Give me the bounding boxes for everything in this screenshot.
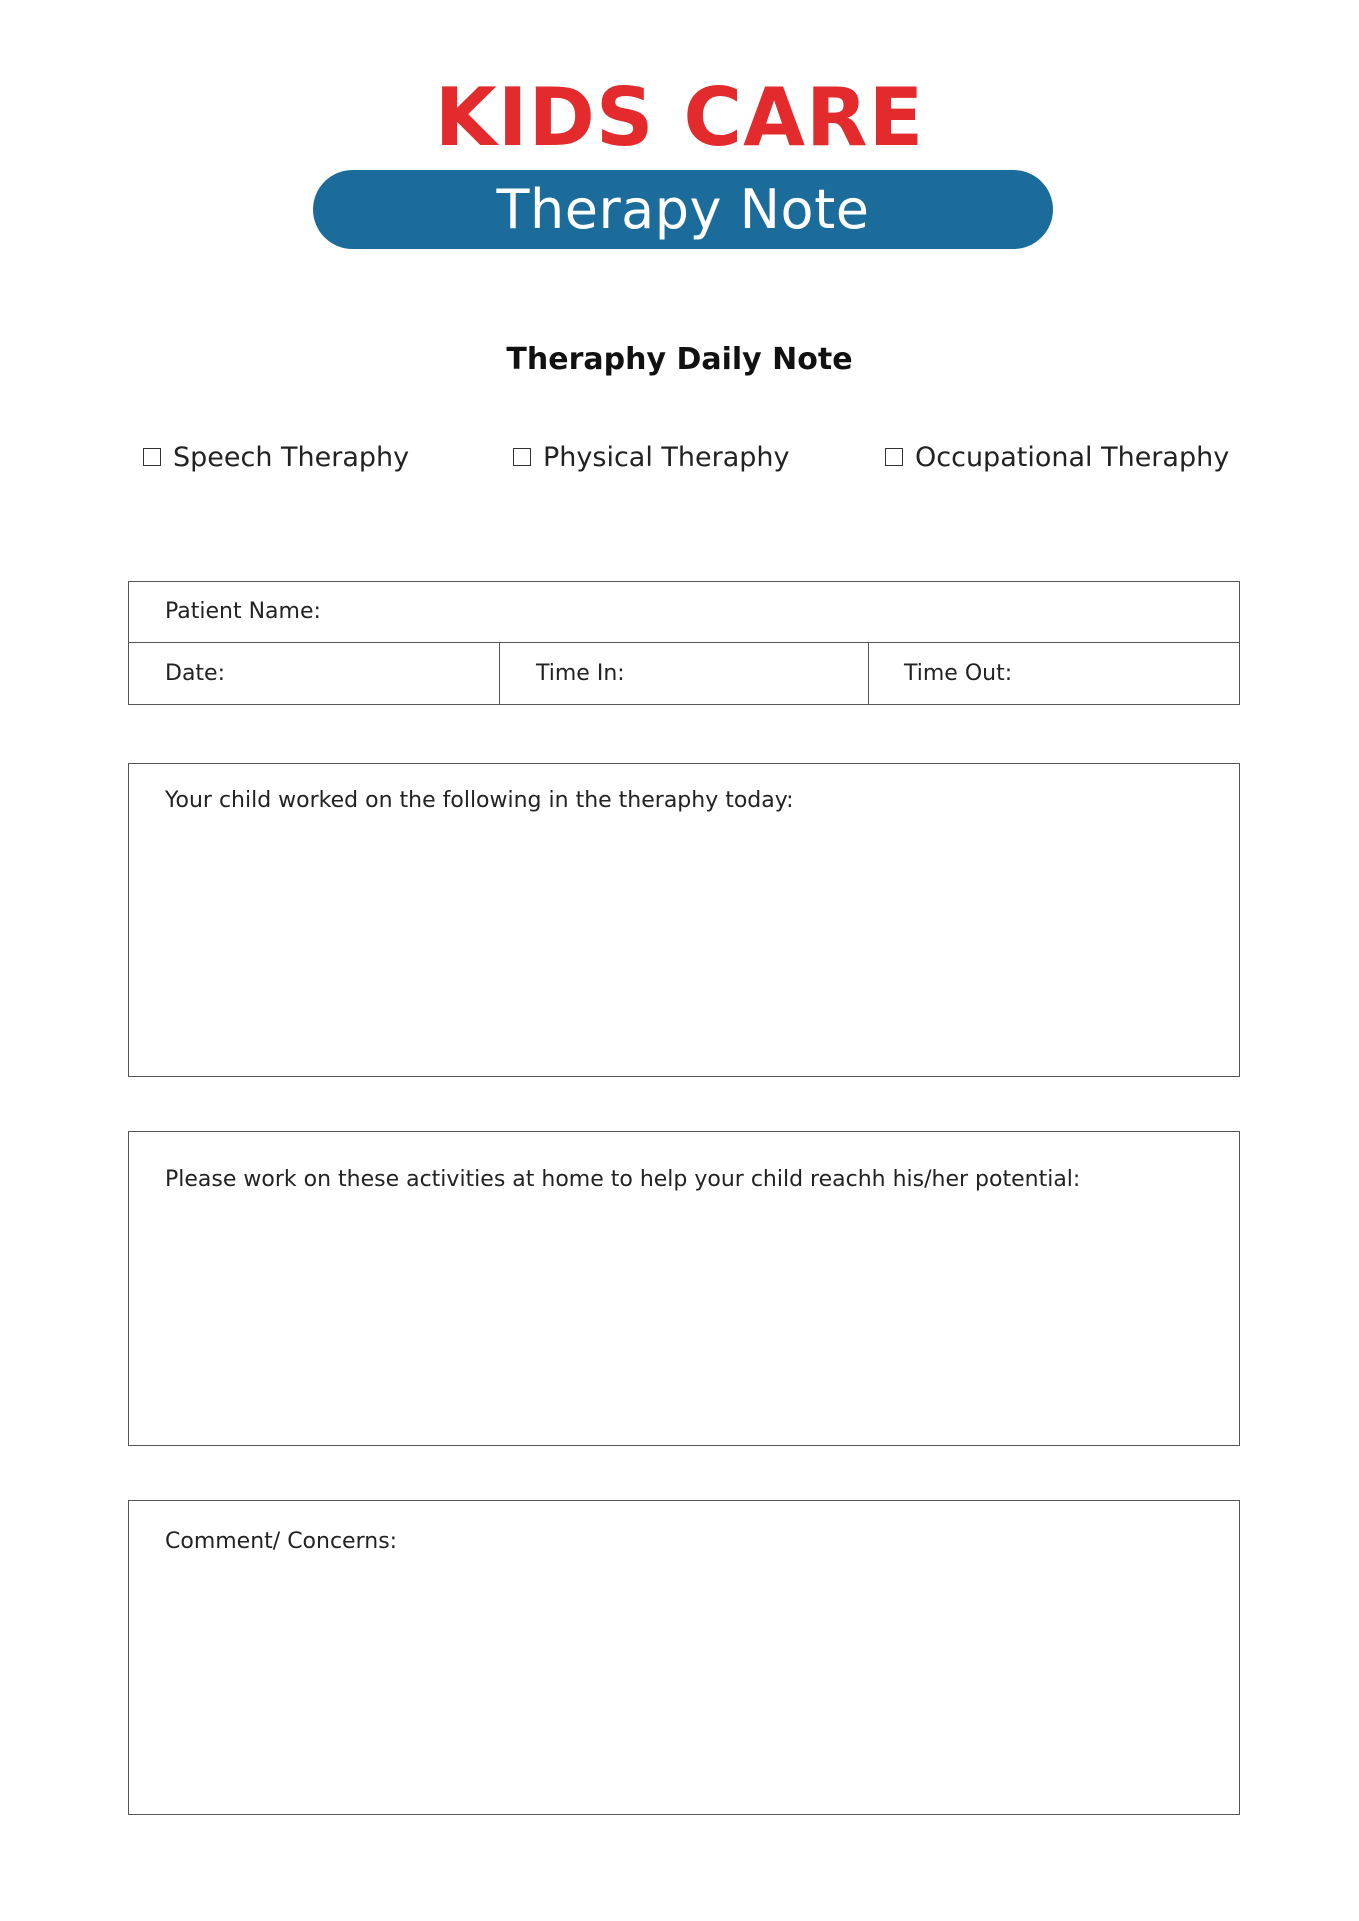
worked-on-label: Your child worked on the following in the theraphy today: <box>165 788 794 813</box>
comments-box <box>128 1500 1240 1815</box>
date-label: Date: <box>165 661 225 686</box>
occupational-therapy-checkbox[interactable] <box>885 448 903 466</box>
time-out-label: Time Out: <box>904 661 1013 686</box>
patient-info-table <box>128 581 1240 705</box>
worked-on-textarea[interactable] <box>165 834 1203 1056</box>
option-physical-therapy[interactable] <box>513 437 790 477</box>
option-occupational-therapy[interactable] <box>885 437 1229 477</box>
home-activities-box <box>128 1131 1240 1446</box>
time-out-input[interactable] <box>1022 660 1222 690</box>
date-input[interactable] <box>234 660 484 690</box>
patient-name-input[interactable] <box>334 598 1194 628</box>
speech-therapy-checkbox[interactable] <box>143 448 161 466</box>
brand-title: KIDS CARE <box>434 71 925 164</box>
occupational-therapy-label: Occupational Theraphy <box>915 441 1230 473</box>
option-speech-therapy[interactable] <box>143 437 409 477</box>
physical-therapy-label: Physical Theraphy <box>543 441 790 473</box>
patient-name-label: Patient Name: <box>165 599 321 624</box>
speech-therapy-label: Speech Theraphy <box>173 441 410 473</box>
form-title: Theraphy Daily Note <box>506 342 853 377</box>
physical-therapy-checkbox[interactable] <box>513 448 531 466</box>
time-in-input[interactable] <box>637 660 852 690</box>
table-divider <box>129 642 1239 643</box>
home-activities-label: Please work on these activities at home to help your child reachh his/her potential: <box>165 1167 1081 1192</box>
comments-label: Comment/ Concerns: <box>165 1529 398 1554</box>
table-column-divider <box>868 643 869 704</box>
worked-on-box <box>128 763 1240 1077</box>
time-in-label: Time In: <box>536 661 625 686</box>
home-activities-textarea[interactable] <box>165 1212 1203 1425</box>
banner-therapy-note: Therapy Note <box>313 170 1053 249</box>
table-column-divider <box>499 643 500 704</box>
comments-textarea[interactable] <box>165 1575 1203 1794</box>
